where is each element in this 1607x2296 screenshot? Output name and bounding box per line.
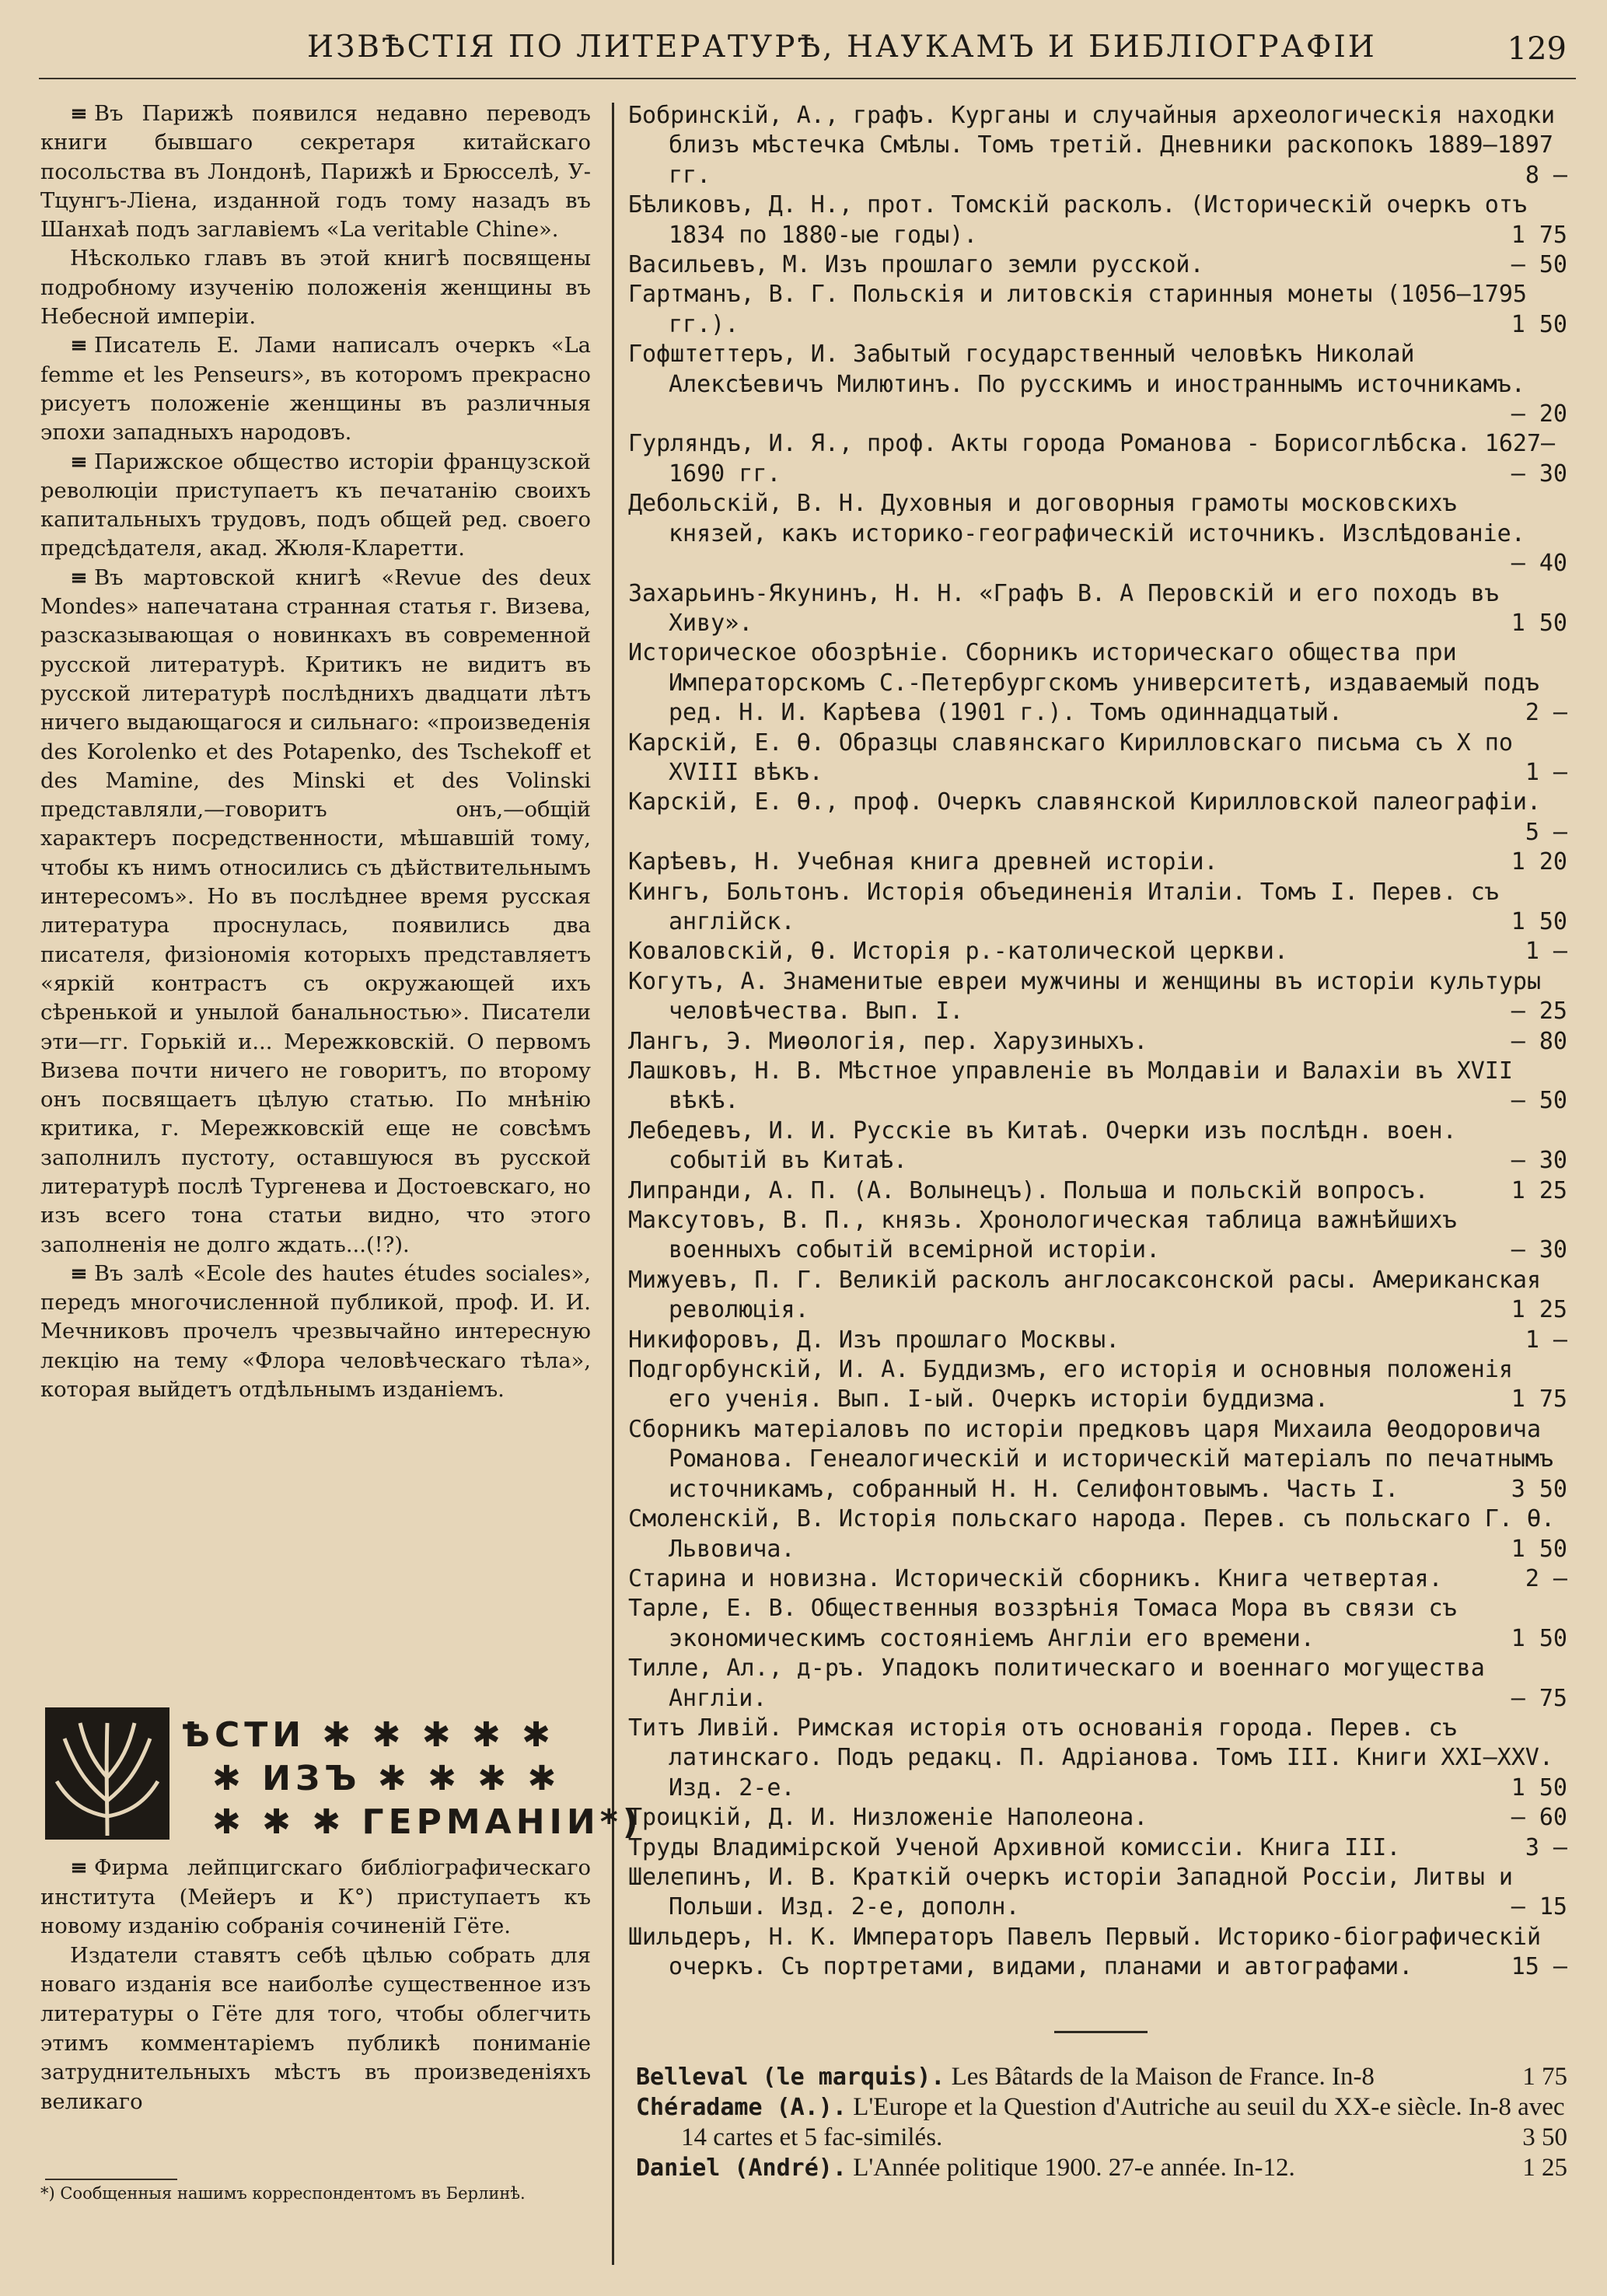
bibliography-entry [628, 1027, 1572, 1057]
bibliography-entry [628, 280, 1572, 340]
entry-text: Труды Владимірской Ученой Архивной комиссіи. Книга III. [628, 1833, 1401, 1861]
entry-price: 1 50 [1511, 310, 1567, 338]
entry-text: Никифоровъ, Д. Изъ прошлаго Москвы. [628, 1326, 1120, 1354]
page-number: 129 [1507, 31, 1567, 67]
bibliography-entry [628, 1415, 1572, 1504]
entry-author: Daniel (André). [636, 2154, 847, 2182]
french-entry [636, 2062, 1572, 2092]
french-entry [636, 2153, 1572, 2183]
bibliography-entry [628, 1863, 1572, 1923]
entry-text: Максутовъ, В. П., князь. Хронологическая таблица важнѣйшихъ военныхъ событій всемірной исторіи. [628, 1207, 1457, 1264]
bibliography-entry [628, 1117, 1572, 1176]
entry-price: — 60 [1511, 1804, 1567, 1832]
entry-price: 1 20 [1511, 848, 1567, 876]
entry-text: Смоленскій, В. Исторія польскаго народа. Перев. съ польскаго Г. Ѳ. Львовича. [628, 1505, 1556, 1563]
entry-price: 2 — [1525, 699, 1567, 727]
entry-text: Лебедевъ, И. И. Русскіе въ Китаѣ. Очерки изъ послѣдн. воен. событій въ Китаѣ. [628, 1117, 1457, 1175]
bibliography-entry [628, 579, 1572, 639]
french-entry [636, 2092, 1572, 2153]
news-paragraph: Издатели ставятъ себѣ цѣлью собрать для новаго изданія все наиболѣе существенное изъ литературы о Гёте для того, чтобы облегчить этимъ комментаріемъ публикѣ пониманіе затруднительныхъ мѣстъ въ произведеніяхъ великаго [40, 1943, 591, 2114]
entry-text: Мижуевъ, П. Г. Великій расколъ англосаксонской расы. Американская революція. [628, 1266, 1541, 1324]
running-title: ИЗВѢСТІЯ ПО ЛИТЕРАТУРѢ, НАУКАМЪ И БИБЛІОГРАФІИ [307, 30, 1377, 65]
news-paragraph: ≡ Писатель Е. Лами написалъ очеркъ «La femme et les Penseurs», въ которомъ прекрасно рисуетъ положеніе женщины въ различныя эпохи западныхъ народовъ. [40, 333, 591, 446]
entry-price: — 50 [1511, 1087, 1567, 1115]
entry-author: Belleval (le marquis). [636, 2064, 945, 2091]
bibliography-list [628, 101, 1572, 1983]
entry-text: Историческое обозрѣніе. Сборникъ историческаго общества при Императорскомъ С.-Петербургскомъ университетѣ, издаваемый подъ ред. Н. И. Карѣева (1901 г.). Томъ одиннадцатый. [628, 639, 1539, 727]
entry-price: 1 25 [1511, 1296, 1567, 1324]
entry-price: — 20 [1511, 400, 1567, 428]
entry-text: Коваловскій, Ѳ. Исторія р.-католической церкви. [628, 938, 1288, 966]
bibliography-entry [628, 729, 1572, 788]
entry-price: — 75 [1511, 1684, 1567, 1712]
bibliography-entry [628, 250, 1572, 280]
entry-text: Тилле, Ал., д-ръ. Упадокъ политическаго и военнаго могущества Англіи. [628, 1655, 1485, 1712]
bibliography-entry [628, 1266, 1572, 1326]
bibliography-entry [628, 967, 1572, 1027]
left-column [40, 100, 591, 1404]
entry-text: Когутъ, А. Знаменитые евреи мужчины и женщины въ исторіи культуры человѣчества. Вып. I. [628, 967, 1541, 1026]
entry-price: 3 50 [1522, 2123, 1567, 2151]
entry-price: 1 25 [1511, 1176, 1567, 1204]
header-rule [39, 78, 1576, 79]
bibliography-entry [628, 847, 1572, 877]
entry-price: 2 — [1525, 1564, 1567, 1592]
french-bibliography-list [636, 2062, 1572, 2183]
section-heading-germany [45, 1707, 643, 1847]
heading-line-3: ✱ ✱ ✱ ГЕРМАНІИ*) [212, 1802, 643, 1842]
entry-text: Лашковъ, Н. В. Мѣстное управленіе въ Молдавіи и Валахіи въ XVII вѣкѣ. [628, 1057, 1513, 1115]
bibliography-entry [628, 190, 1572, 250]
entry-price: 1 50 [1511, 1624, 1567, 1652]
bibliography-entry [628, 1057, 1572, 1117]
entry-price: — 30 [1511, 460, 1567, 488]
entry-text: Карскій, Е. Ѳ., проф. Очеркъ славянской Кирилловской палеографіи. [628, 788, 1541, 816]
entry-price: 1 25 [1522, 2154, 1567, 2182]
entry-price: 1 — [1525, 758, 1567, 786]
bibliography-entry [628, 1326, 1572, 1355]
news-paragraph: ≡ Фирма лейпцигскаго библіографическаго института (Мейеръ и К°) приступаетъ къ новому изданію собранія сочиненій Гёте. [40, 1855, 591, 1939]
bibliography-entry [628, 1833, 1572, 1863]
news-paragraph: ≡ Въ залѣ «Ecole des hautes études sociales», передъ многочисленной публикой, проф. И. И. Мечниковъ прочелъ чрезвычайно интересную лекцію на тему «Флора человѣческаго тѣла», которая выйдетъ отдѣльнымъ изданіемъ. [40, 1260, 591, 1403]
entry-price: 1 75 [1511, 221, 1567, 249]
entry-text: Кингъ, Больтонъ. Исторія объединенія Италіи. Томъ I. Перев. съ англійск. [628, 878, 1499, 935]
bibliography-entry [628, 878, 1572, 938]
bibliography-entry [628, 1355, 1572, 1415]
entry-price: 1 50 [1511, 1774, 1567, 1802]
bibliography-entry [628, 788, 1572, 847]
entry-text: Захарьинъ-Якунинъ, Н. Н. «Графъ В. А Перовскій и его походъ въ Хиву». [628, 579, 1499, 637]
entry-price: 1 50 [1511, 1535, 1567, 1563]
entry-text: Бѣликовъ, Д. Н., прот. Томскій расколъ. (Историческій очеркъ отъ 1834 по 1880-ые годы). [628, 191, 1527, 249]
entry-price: — 30 [1511, 1236, 1567, 1264]
bibliography-entry [628, 489, 1572, 578]
entry-price: 1 50 [1511, 907, 1567, 935]
heading-line-1: ѢСТИ ✱ ✱ ✱ ✱ ✱ [181, 1715, 556, 1755]
footnote-rule [45, 2179, 177, 2180]
entry-author: Chéradame (A.). [636, 2094, 847, 2121]
entry-text: Гурляндъ, И. Я., проф. Акты города Романова - Борисоглѣбска. 1627—1690 гг. [628, 430, 1556, 488]
entry-price: 1 50 [1511, 609, 1567, 637]
section-separator [1054, 2031, 1148, 2033]
bibliography-entry [628, 1504, 1572, 1564]
entry-text: Гартманъ, В. Г. Польскія и литовскія старинныя монеты (1056—1795 гг.). [628, 281, 1527, 338]
entry-text: Гофштеттеръ, И. Забытый государственный человѣкъ Николай Алексѣевичъ Милютинъ. По русскимъ и иностраннымъ источникамъ. [628, 341, 1525, 398]
entry-price: — 25 [1511, 998, 1567, 1026]
heading-line-2: ✱ ИЗЪ ✱ ✱ ✱ ✱ [212, 1759, 561, 1798]
entry-price: 3 50 [1511, 1475, 1567, 1503]
entry-price: 5 — [1525, 818, 1567, 846]
entry-price: 1 — [1525, 1326, 1567, 1354]
entry-text: Старина и новизна. Историческій сборникъ. Книга четвертая. [628, 1564, 1443, 1592]
column-divider [612, 103, 614, 2265]
entry-text: Подгорбунскій, И. А. Буддизмъ, его исторія и основныя положенія его ученія. Вып. I-ый. Очеркъ исторіи буддизма. [628, 1356, 1513, 1414]
entry-text: Липранди, А. П. (А. Волынецъ). Польша и польскій вопросъ. [628, 1176, 1429, 1204]
entry-text: L'Europe et la Question d'Autriche au seuil du XX-e siècle. In-8 avec 14 cartes et 5 fac-similés. [681, 2093, 1565, 2151]
entry-text: Троицкій, Д. И. Низложеніе Наполеона. [628, 1804, 1148, 1832]
bibliography-entry [628, 1564, 1572, 1594]
entry-text: Лангъ, Э. Миѳологія, пер. Харузиныхъ. [628, 1027, 1148, 1055]
bibliography-entry [628, 1923, 1572, 1983]
entry-price: — 30 [1511, 1147, 1567, 1175]
entry-price: 1 75 [1522, 2063, 1567, 2091]
entry-price: 1 — [1525, 938, 1567, 966]
bibliography-entry [628, 1654, 1572, 1714]
entry-text: Les Bâtards de la Maison de France. In-8 [951, 2063, 1375, 2091]
bibliography-entry [628, 937, 1572, 966]
left-column-continued [40, 1854, 591, 2116]
entry-price: 1 75 [1511, 1386, 1567, 1414]
entry-text: Васильевъ, М. Изъ прошлаго земли русской. [628, 251, 1204, 279]
bibliography-entry [628, 1803, 1572, 1833]
entry-price: 3 — [1525, 1833, 1567, 1861]
entry-text: Карѣевъ, Н. Учебная книга древней исторіи. [628, 848, 1218, 876]
bibliography-entry [628, 1206, 1572, 1266]
entry-price: — 15 [1511, 1893, 1567, 1921]
entry-text: Сборникъ матеріаловъ по исторіи предковъ царя Михаила Ѳеодоровича Романова. Генеалогическій и историческій матеріалъ по печатнымъ источникамъ, собранный Н. Н. Селифонтовымъ. Часть I. [628, 1415, 1553, 1503]
entry-text: L'Année politique 1900. 27-e année. In-12. [853, 2154, 1295, 2182]
news-paragraph: ≡ Парижское общество исторіи французской революціи приступаетъ къ печатанію своихъ капитальныхъ трудовъ, подъ общей ред. своего предсѣдателя, акад. Жюля-Кларетти. [40, 449, 591, 561]
bibliography-entry [628, 1594, 1572, 1654]
news-paragraph: ≡ Въ мартовской книгѣ «Revue des deux Mondes» напечатана странная статья г. Визева, разсказывающая о новинкахъ въ современной русской литературѣ. Критикъ не видитъ въ русской литературѣ послѣднихъ двадцати лѣтъ ничего выдающагося и сильнаго: «произведенія des Korolenko et des Potapenko, des Tschekoff et des Mamine, des Minski et des Volinski представляли,—говоритъ онъ,—общій характеръ посредственности, мѣшавшій тому, чтобы къ нимъ относились съ дѣйствительнымъ интересомъ». Но въ послѣднее время русская литература проснулась, появились два писателя, физіономія которыхъ представляетъ «яркій контрастъ съ окружающей ихъ сѣренькой и унылой банальностью». Писатели эти—гг. Горькій и... Мережковскій. О первомъ Визева почти ничего не говоритъ, по второму онъ посвящаетъ цѣлую статью. По мнѣнію критика, г. Мережковскій еще не совсѣмъ заполнилъ пустоту, оставшуюся въ русской литературѣ послѣ Тургенева и Достоевскаго, но изъ всего тона статьи видно, что этого заполненія не долго ждать...(!?). [40, 564, 591, 1257]
entry-text: Бобринскій, А., графъ. Курганы и случайныя археологическія находки близъ мѣстечка Смѣлы. Томъ третій. Дневники раскопокъ 1889—1897 гг. [628, 102, 1556, 189]
entry-price: 15 — [1511, 1953, 1567, 1981]
entry-text: Шелепинъ, И. В. Краткій очеркъ исторіи Западной Россіи, Литвы и Польши. Изд. 2-е, дополн. [628, 1863, 1513, 1921]
entry-price: 8 — [1525, 161, 1567, 189]
bibliography-entry [628, 1714, 1572, 1803]
entry-text: Дебольскій, В. Н. Духовныя и договорныя грамоты московскихъ князей, какъ историко-географическій источникъ. Изслѣдованіе. [628, 490, 1525, 547]
news-paragraph: ≡ Въ Парижѣ появился недавно переводъ книги бывшаго секретаря китайскаго посольства въ Лондонѣ, Парижѣ и Брюсселѣ, У-Тцунгъ-Ліена, изданной годъ тому назадъ въ Шанхаѣ подъ заглавіемъ «La veritable Chine». [40, 101, 591, 243]
bibliography-entry [628, 429, 1572, 489]
entry-text: Титъ Ливій. Римская исторія отъ основанія города. Перев. съ латинскаго. Подъ редакц. П. Адріанова. Томъ III. Книги XXI—XXV. Изд. 2-е. [628, 1714, 1553, 1802]
bibliography-entry [628, 1176, 1572, 1206]
entry-price: — 80 [1511, 1027, 1567, 1055]
news-paragraph: Нѣсколько главъ въ этой книгѣ посвящены подробному изученію положенія женщины въ Небесной имперіи. [40, 246, 591, 330]
plant-ornament-icon [45, 1707, 169, 1840]
bibliography-entry [628, 101, 1572, 190]
entry-text: Тарле, Е. В. Общественныя воззрѣнія Томаса Мора въ связи съ экономическимъ состояніемъ Англіи его времени. [628, 1595, 1457, 1652]
bibliography-entry [628, 340, 1572, 429]
entry-text: Шильдеръ, Н. К. Императоръ Павелъ Первый. Историко-біографическій очеркъ. Съ портретами, видами, планами и автографами. [628, 1923, 1541, 1981]
entry-text: Карскій, Е. Ѳ. Образцы славянскаго Кирилловскаго письма съ X по XVIII вѣкъ. [628, 729, 1513, 786]
entry-price: — 40 [1511, 550, 1567, 578]
entry-price: — 50 [1511, 251, 1567, 279]
bibliography-entry [628, 638, 1572, 728]
footnote: *) Сообщенныя нашимъ корреспондентомъ въ Берлинѣ. [40, 2184, 526, 2203]
